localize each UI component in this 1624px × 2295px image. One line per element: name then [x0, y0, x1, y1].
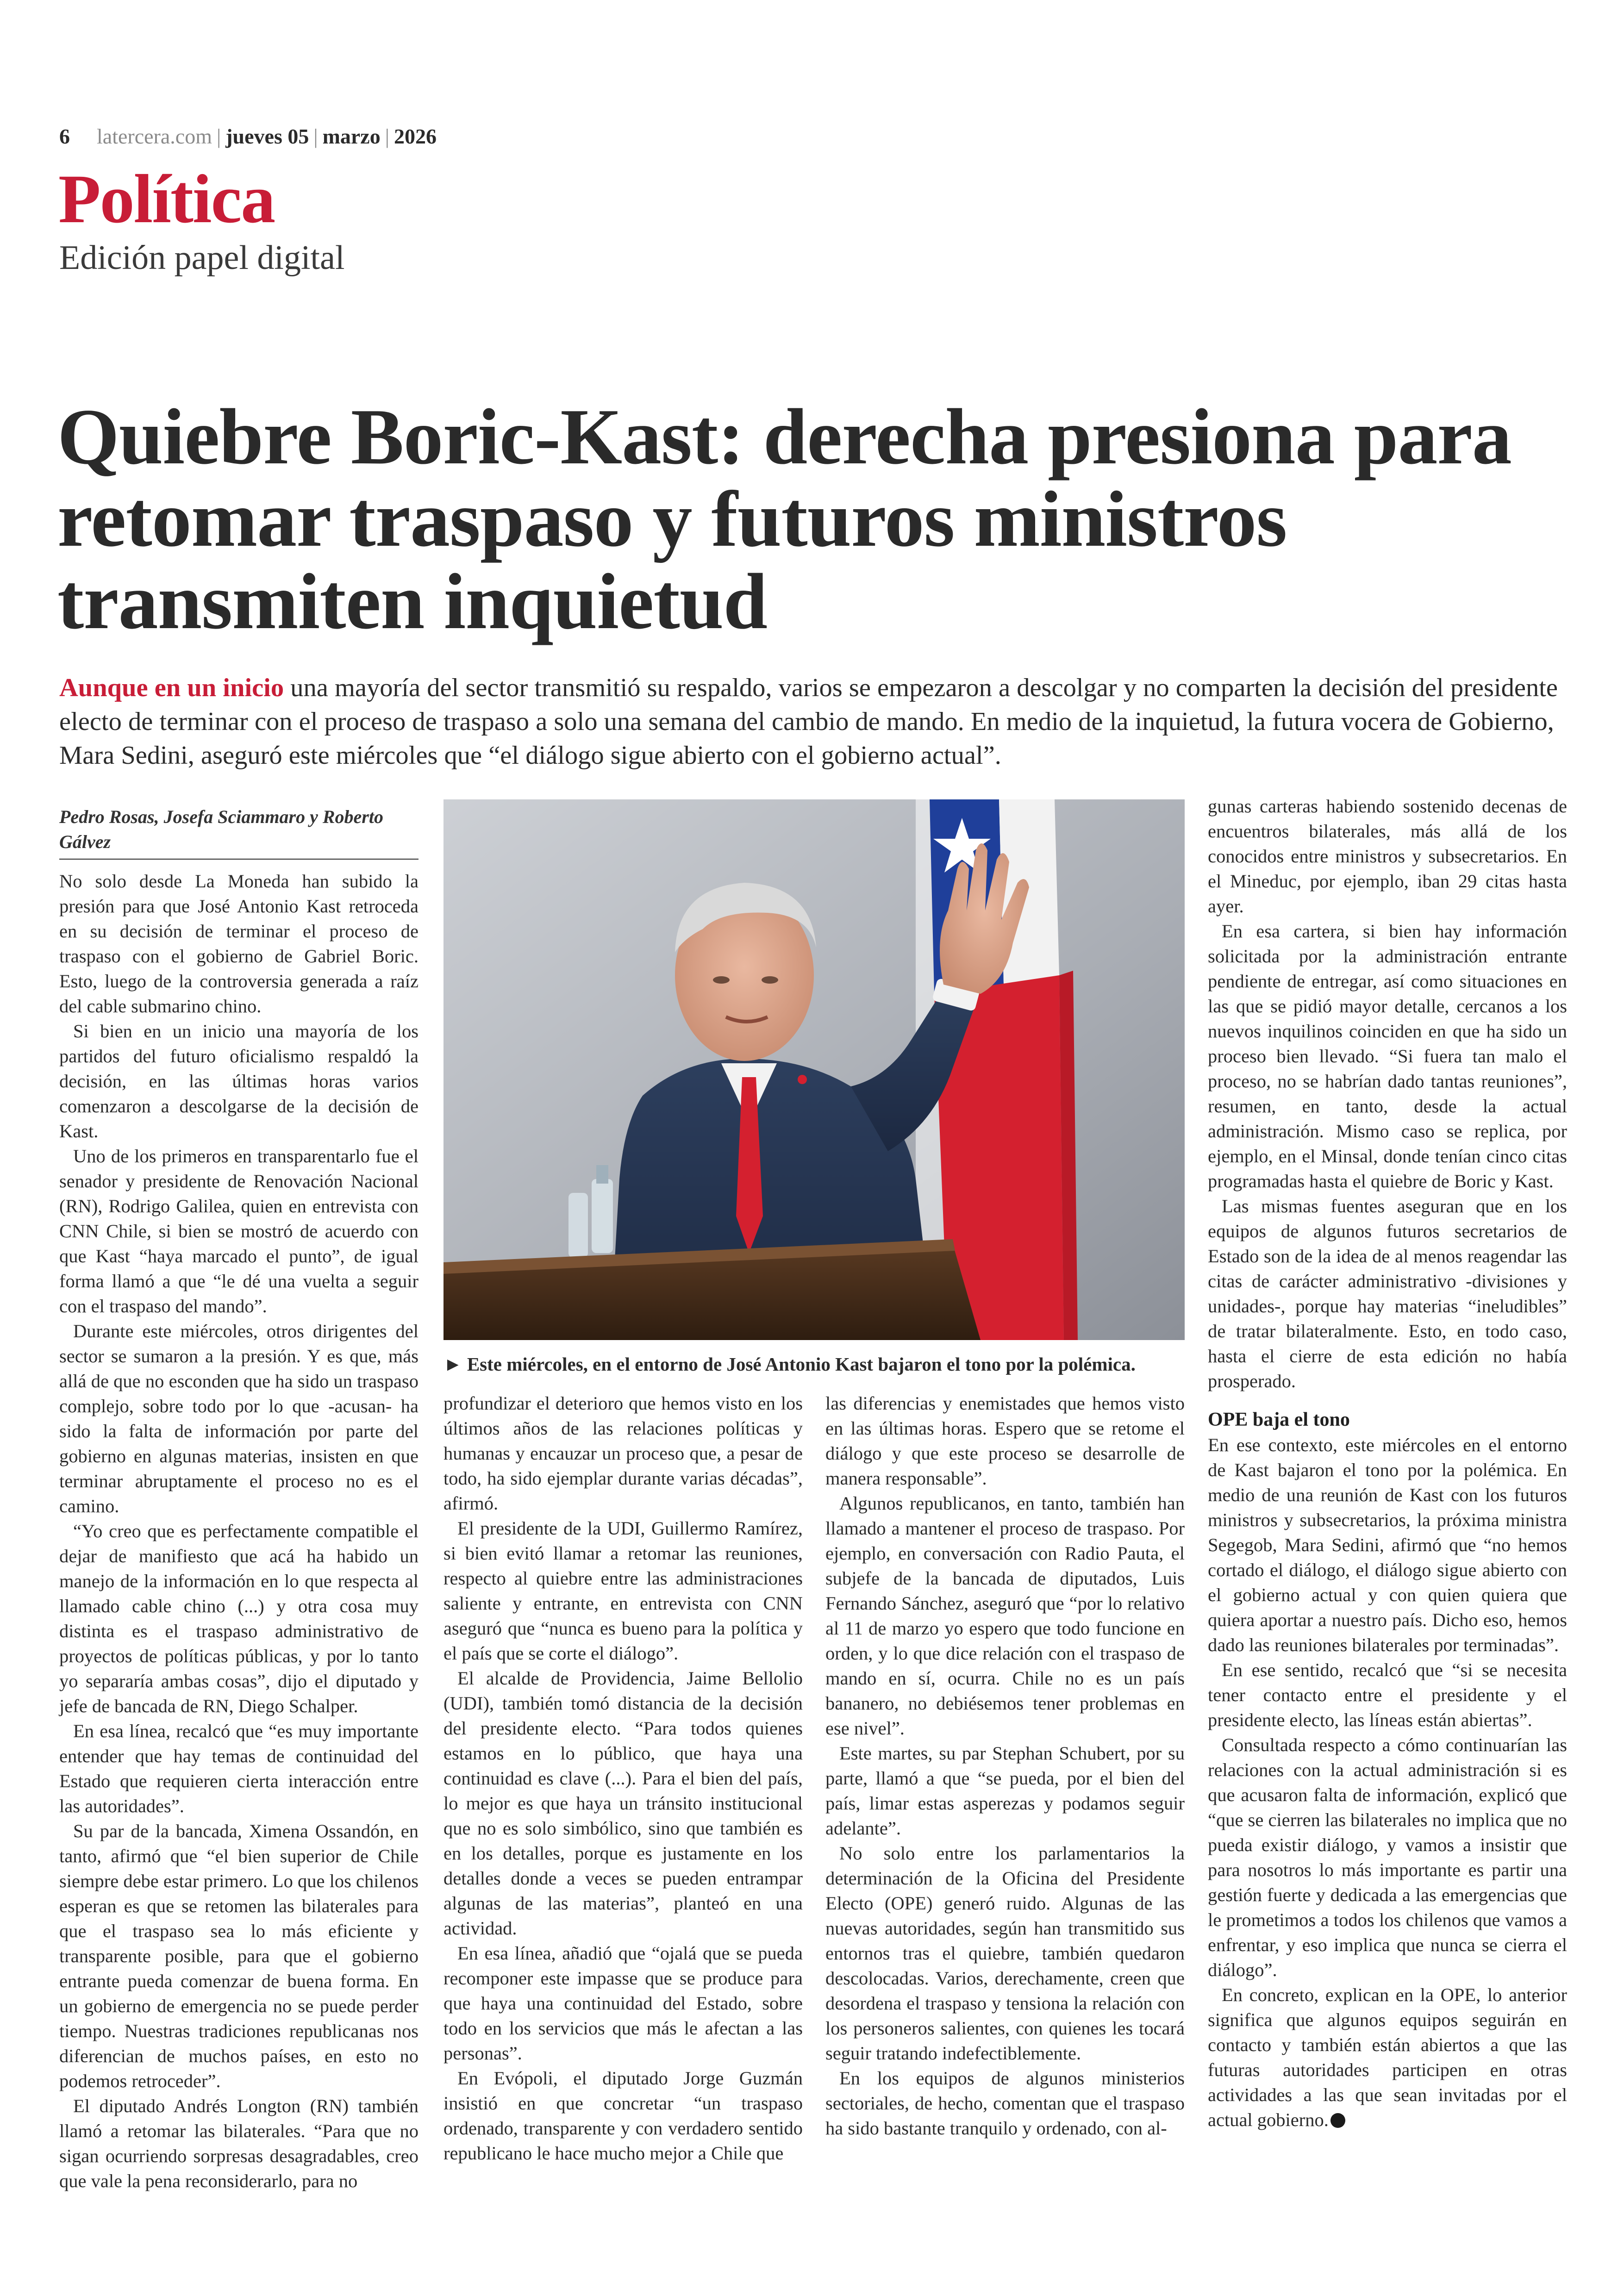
folio-date: jueves 05 — [225, 125, 309, 148]
paragraph: En ese sentido, recalcó que “si se necesita tener contacto entre el presidente y el presidente electo, las líneas están abiertas”. — [1208, 1659, 1567, 1730]
paragraph: Uno de los primeros en transparentarlo fue el senador y presidente de Renovación Nacional (RN), Rodrigo Galilea, quien en entrevista con CNN Chile, si bien se mostró de acuerdo con que Kast “haya marcado el punto”, de igual forma llamó a que “le dé una vuelta a seguir con el traspaso del mando”. — [59, 1146, 418, 1316]
paragraph: No solo entre los parlamentarios la determinación de la Oficina del Presidente Electo (OPE) generó ruido. Algunas de las nuevas autoridades, según han transmitido sus entornos tras el quiebre, también quedaron descolocadas. Varios, derechamente, creen que desordena el traspaso y tensiona la relación con los personeros salientes, con quienes les tocará seguir tratando indefectiblemente. — [825, 1843, 1185, 2064]
end-mark-icon — [1330, 2113, 1345, 2128]
paragraph: El diputado Andrés Longton (RN) también llamó a retomar las bilaterales. “Para que no sigan ocurriendo sorpresas desagradables, creo que vale la pena reconsiderarlo, para no — [59, 2095, 418, 2191]
column-3 — [825, 1391, 1185, 2141]
column-4 — [1208, 794, 1567, 2133]
paragraph: Este martes, su par Stephan Schubert, por su parte, llamó a que “se pueda, por el bien del país, limar estas asperezas y podamos seguir adelante”. — [825, 1743, 1185, 1839]
folio-month: marzo — [322, 125, 381, 148]
paragraph: las diferencias y enemistades que hemos visto en las últimas horas. Espero que se retome el diálogo y que este proceso se desarrolle de manera responsable”. — [825, 1393, 1185, 1489]
photo-caption: ► Este miércoles, en el entorno de José Antonio Kast bajaron el tono por la polémica. — [443, 1353, 1136, 1375]
byline: Pedro Rosas, Josefa Sciammaro y Roberto Gálvez — [59, 806, 383, 852]
paragraph: Algunos republicanos, en tanto, también han llamado a mantener el proceso de traspaso. Por ejemplo, en conversación con Radio Pauta, el subjefe de la bancada de diputados, Luis Fernando Sánchez, aseguró que “por lo relativo al 11 de marzo yo espero que todo funcione en orden, y lo que dice relación con el traspaso de mando en sí, ocurra. Chile no es un país bananero, no debiésemos tener problemas en ese nivel”. — [825, 1493, 1185, 1739]
paragraph: gunas carteras habiendo sostenido decenas de encuentros bilaterales, más allá de los conocidos entre ministros y subsecretarios. En el Mineduc, por ejemplo, iban 29 citas hasta ayer. — [1208, 796, 1567, 917]
photo-illustration — [443, 799, 1185, 1340]
article-photo — [443, 799, 1185, 1340]
paragraph — [1208, 1983, 1567, 2133]
column-2 — [443, 1391, 803, 2166]
headline: Quiebre Boric-Kast: derecha presiona para retomar traspaso y futuros ministros transmiten inquietud — [57, 393, 1512, 646]
paragraph: Consultada respecto a cómo continuarían las relaciones con la actual administración si es que acusaron falta de información, explicó que “que se cierren las bilaterales no implica que no pueda existir diálogo, y vamos a insistir que para nosotros lo más importante es partir una gestión fuerte y dedicada a las emergencias que le prometimos a todos los chilenos que vamos a enfrentar, y eso implica que nunca se cierra el diálogo”. — [1208, 1734, 1567, 1980]
lead-paragraph — [59, 671, 1564, 773]
paragraph: Si bien en un inicio una mayoría de los partidos del futuro oficialismo respaldó la decisión, en las últimas horas varios comenzaron a descolgarse de la decisión de Kast. — [59, 1021, 418, 1141]
byline-divider — [59, 859, 418, 860]
page-number: 6 — [59, 125, 70, 148]
paragraph: Durante este miércoles, otros dirigentes del sector se sumaron a la presión. Y es que, más allá de que no esconden que ha sido un traspaso complejo, sobre todo por lo que -acusan- ha sido la falta de información por parte del gobierno en algunas materias, insisten en que terminar abruptamente el proceso no es el camino. — [59, 1321, 418, 1516]
section-title: Política — [58, 161, 275, 237]
paragraph: Su par de la bancada, Ximena Ossandón, en tanto, afirmó que “el bien superior de Chile siempre debe estar primero. Lo que los chilenos esperan es que se retomen las bilaterales para que el traspaso sea lo más eficiente y transparente posible, para que el gobierno entrante pueda comenzar de buena forma. En un gobierno de emergencia no se puede perder tiempo. Nuestras tradiciones republicanas nos diferencian de muchos países, en esto no podemos retroceder”. — [59, 1821, 419, 2091]
paragraph: Las mismas fuentes aseguran que en los equipos de algunos futuros secretarios de Estado son de la idea de al menos reagendar las citas de carácter administrativo -divisiones y unidades-, porque hay materias “ineludibles” de tratar bilateralmente. Esto, en todo caso, hasta el cierre de esta edición no había prosperado. — [1208, 1196, 1567, 1391]
lead-kicker: Aunque en un inicio — [59, 674, 284, 702]
paragraph: En esa cartera, si bien hay información solicitada por la administración entrante pendiente de entregar, así como situaciones en las que se pidió mayor detalle, cercanos a los nuevos inquilinos coinciden en que ha sido un proceso bien llevado. “Si fuera tan malo el proceso, no se habrían dado tantas reuniones”, resumen, en tanto, desde la actual administración. Mismo caso se replica, por ejemplo, en el Minsal, donde tenían cinco citas programadas hasta el quiebre de Boric y Kast. — [1208, 921, 1567, 1191]
paragraph: El presidente de la UDI, Guillermo Ramírez, si bien evitó llamar a retomar las reuniones, respecto al quiebre entre las administraciones saliente y entrante, en entrevista con CNN aseguró que “nunca es bueno para la política y el país que se corte el diálogo”. — [443, 1518, 803, 1664]
paragraph: En esa línea, añadió que “ojalá que se pueda recomponer este impasse que se produce para que haya una continuidad del Estado, sobre todo en los servicios que más le afectan a las personas”. — [443, 1943, 803, 2064]
paragraph: profundizar el deterioro que hemos visto en los últimos años de las relaciones políticas y humanas y encauzar un proceso que, a pesar de todo, ha sido ejemplar durante varias décadas”, afirmó. — [443, 1393, 803, 1514]
paragraph: El alcalde de Providencia, Jaime Bellolio (UDI), también tomó distancia de la decisión del presidente electo. “Para todos quienes estamos en lo público, que haya una continuidad es clave (...). Para el bien del país, lo mejor es que haya un tránsito institucional que no es solo simbólico, sino que también es en los detalles, porque es justamente en los detalles donde a veces se pueden entrampar algunas de las materias”, planteó en una actividad. — [443, 1668, 803, 1939]
paragraph: En esa línea, recalcó que “es muy importante entender que hay temas de continuidad del Estado que requieren cierta interacción entre las autoridades”. — [59, 1721, 418, 1816]
paragraph: “Yo creo que es perfectamente compatible el dejar de manifiesto que acá ha habido un manejo de la información en lo que respecta al llamado cable chino (...) y otra cosa muy distinta es el traspaso administrativo de proyectos de políticas públicas, y por lo tanto yo separaría ambas cosas”, dijo el diputado y jefe de bancada de RN, Diego Schalper. — [59, 1521, 418, 1716]
final-paragraph-text: En concreto, explican en la OPE, lo anterior significa que algunos equipos seguirán en contacto y también están abiertos a que las futuras autoridades participen en otras actividades a las que sean invitadas por el actual gobierno. — [1208, 1984, 1567, 2130]
paragraph: En Evópoli, el diputado Jorge Guzmán insistió en que concretar “un traspaso ordenado, transparente y con verdadero sentido republicano le hace mucho mejor a Chile que — [443, 2068, 803, 2164]
paragraph: En los equipos de algunos ministerios sectoriales, de hecho, comentan que el traspaso ha sido bastante tranquilo y ordenado, con al- — [825, 2068, 1185, 2139]
folio-year: 2026 — [394, 125, 437, 148]
paragraph: No solo desde La Moneda han subido la presión para que José Antonio Kast retroceda en su decisión de terminar el proceso de traspaso con el gobierno de Gabriel Boric. Esto, luego de la controversia generada a raíz del cable submarino chino. — [59, 871, 418, 1017]
paragraph: En ese contexto, este miércoles en el entorno de Kast bajaron el tono por la polémica. En medio de una reunión de Kast con los futuros ministros y subsecretarios, la próxima ministra Segegob, Mara Sedini, afirmó que “no hemos cortado el diálogo, el diálogo sigue abierto con el gobierno actual y con quien quiera que quiera aportar a nuestro país. Dicho eso, hemos dado las reuniones bilaterales por terminadas”. — [1208, 1434, 1567, 1655]
column-1 — [59, 869, 418, 2194]
lead-text: una mayoría del sector transmitió su respaldo, varios se empezaron a descolgar y no comparten la decisión del presidente electo de terminar con el proceso de traspaso a solo una semana del cambio de mando. En medio de la inquietud, la futura vocera de Gobierno, Mara Sedini, aseguró este miércoles que “el diálogo sigue abierto con el gobierno actual”. — [59, 674, 1558, 770]
site-name: latercera.com — [97, 125, 212, 148]
edition-label: Edición papel digital — [59, 239, 345, 277]
subheading: OPE baja el tono — [1208, 1409, 1350, 1430]
folio-line: 6 latercera.com | jueves 05 | marzo | 2026 — [59, 125, 437, 148]
